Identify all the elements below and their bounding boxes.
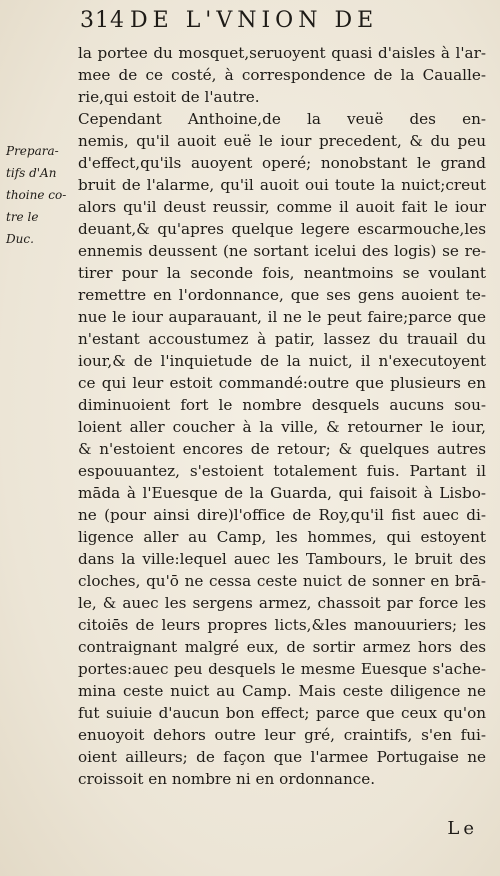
text-line: Cependant Anthoine,de la veuë des en- [78,110,486,128]
text-line: le, & auec les sergens armez, chassoit par force les [78,594,486,612]
text-line: contraignant malgré eux, de sortir armez hors des [78,638,486,656]
text-line: n'estant accoustumez à patir, lassez du trauail du [78,330,486,348]
text-line: bruit de l'alarme, qu'il auoit oui toute la nuict;creut [78,176,486,194]
text-line: māda à l'Euesque de la Guarda, qui faisoit à Lisbo- [78,484,486,502]
text-line: diminuoient fort le nombre desquels aucuns sou- [78,396,486,414]
text-line: rie,qui estoit de l'autre. [78,88,260,106]
text-line: iour,& de l'inquietude de la nuict, il n'executoyent [78,352,486,370]
text-line: deuant,& qu'apres quelque legere escarmouche,les [78,220,486,238]
margin-note-line: thoine co- [6,188,67,202]
margin-note-line: Prepara- [6,144,59,158]
text-line: ne (pour ainsi dire)l'office de Roy,qu'il fist auec di- [78,506,486,524]
margin-note-line: Duc. [6,232,34,246]
text-line: citoiēs de leurs propres licts,&les manouuriers; les [78,616,486,634]
text-line: mina ceste nuict au Camp. Mais ceste diligence ne [78,682,486,700]
text-line: & n'estoient encores de retour; & quelques autres [78,440,486,458]
margin-note-line: tre le [6,210,39,224]
text-line: tirer pour la seconde fois, neantmoins se voulant [78,264,486,282]
text-line: loient aller coucher à la ville, & retourner le iour, [78,418,486,436]
body-text [78,42,486,790]
text-line: la portee du mosquet,seruoyent quasi d'aisles à l'ar- [78,44,486,62]
text-line: ennemis deussent (ne sortant icelui des logis) se re- [78,242,486,260]
text-line: espouuantez, s'estoient totalement fuis. Partant il [78,462,486,480]
text-line: nemis, qu'il auoit euë le iour precedent, & du peu [78,132,486,150]
text-line: enuoyoit dehors outre leur gré, craintifs, s'en fui- [78,726,486,744]
margin-note-line: tifs d'An [6,166,57,180]
text-line: oient ailleurs; de façon que l'armee Portugaise ne [78,748,486,766]
text-line: mee de ce costé, à correspondence de la Caualle- [78,66,486,84]
text-line: fut suiuie d'aucun bon effect; parce que ceux qu'on [78,704,486,722]
text-line: nue le iour auparauant, il ne le peut faire;parce que [78,308,486,326]
text-line: ce qui leur estoit commandé:outre que plusieurs en [78,374,486,392]
text-line: remettre en l'ordonnance, que ses gens auoient te- [78,286,486,304]
margin-note [6,140,76,250]
catchword: Le [447,818,478,839]
text-line: croissoit en nombre ni en ordonnance. [78,770,376,788]
text-line: dans la ville:lequel auec les Tambours, le bruit des [78,550,486,568]
page-header [80,8,485,38]
text-line: portes:auec peu desquels le mesme Euesque s'ache- [78,660,486,678]
text-line: d'effect,qu'ils auoyent operé; nonobstant le grand [78,154,486,172]
running-head: DE L'VNION DE [130,8,379,33]
text-line: ligence aller au Camp, les hommes, qui estoyent [78,528,486,546]
text-line: alors qu'il deust reussir, comme il auoit fait le iour [78,198,486,216]
text-line: cloches, qu'ō ne cessa ceste nuict de sonner en brā- [78,572,486,590]
page-number: 314 [80,8,125,33]
